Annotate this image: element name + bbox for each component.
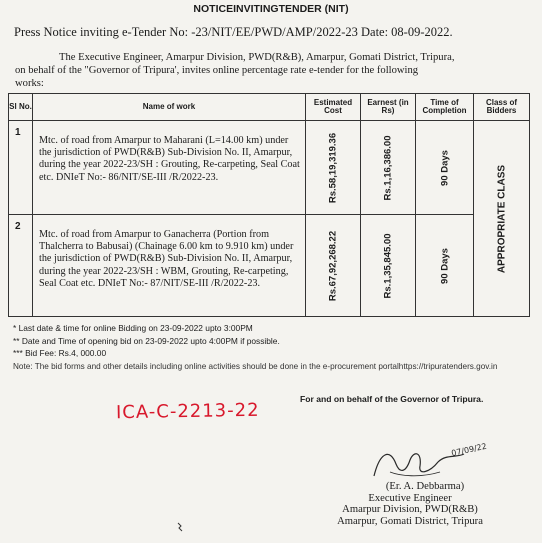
note-bid-fee: *** Bid Fee: Rs.4, 000.00 bbox=[13, 348, 107, 358]
header-earnest: Earnest (in Rs) bbox=[361, 94, 416, 121]
signatory-division: Amarpur Division, PWD(R&B) bbox=[342, 504, 478, 515]
note-portal: Note: The bid forms and other details including online activities should be done in the e-procurement portalhttps://tripuratenders.gov.in bbox=[13, 361, 498, 371]
row-2-cost: Rs.67,92,268.22 bbox=[327, 230, 339, 301]
note-last-date: * Last date & time for online Bidding on 23-09-2022 upto 3:00PM bbox=[13, 323, 253, 333]
row-1-sl: 1 bbox=[9, 121, 33, 215]
row-1-time-cell bbox=[416, 121, 474, 215]
header-sl-no: Sl No. bbox=[9, 94, 33, 121]
signatory-name: (Er. A. Debbarma) bbox=[385, 481, 465, 492]
row-2-earnest-cell bbox=[361, 215, 416, 317]
row-1-cost: Rs.58,19,319.36 bbox=[327, 132, 339, 203]
ica-stamp: ICA-C-2213-22 bbox=[115, 399, 260, 424]
signature-date: 07/09/22 bbox=[450, 442, 488, 458]
class-of-bidders-cell bbox=[474, 121, 530, 317]
handwritten-signature bbox=[360, 442, 500, 482]
row-2-work: Mtc. of road from Amarpur to Ganacherra (Portion from Thalcherra to Babusai) (Chainage 6.00 km to 9.910 km) under the jurisdiction of PWD(R&B) Sub-Division No. II, Amarpur, during the year 2022-23/SH : WBM, Grouting, Re-carpeting, Seal Coat etc. DNIeT No:- 87/NIT/SE-III /R/2022-23. bbox=[33, 215, 306, 317]
ink-mark bbox=[176, 522, 184, 532]
row-2-sl: 2 bbox=[9, 215, 33, 317]
intro-line-2: on behalf of the "Governor of Tripura', invites online percentage rate e-tender for the following bbox=[15, 65, 419, 76]
press-notice-line: Press Notice inviting e-Tender No: -23/NIT/EE/PWD/AMP/2022-23 Date: 08-09-2022. bbox=[14, 25, 453, 39]
signatory-block bbox=[300, 481, 520, 527]
intro-line-1: The Executive Engineer, Amarpur Division, PWD(R&B), Amarpur, Gomati District, Tripura, bbox=[59, 52, 455, 63]
row-1-earnest-cell bbox=[361, 121, 416, 215]
row-2-time-cell bbox=[416, 215, 474, 317]
table-row bbox=[9, 215, 530, 317]
header-estimated-cost: Estimated Cost bbox=[306, 94, 361, 121]
intro-line-3: works: bbox=[15, 78, 44, 89]
class-of-bidders-value: APPROPRIATE CLASS bbox=[496, 164, 507, 273]
row-1-earnest: Rs.1,16,386.00 bbox=[382, 135, 394, 200]
notice-heading: NOTICEINVITINGTENDER (NIT) bbox=[193, 3, 349, 15]
row-1-time: 90 Days bbox=[439, 149, 450, 186]
row-2-earnest: Rs.1,35,845.00 bbox=[382, 233, 394, 298]
header-class-of-bidders: Class of Bidders bbox=[474, 94, 530, 121]
notes-section bbox=[13, 322, 533, 372]
row-1-cost-cell bbox=[306, 121, 361, 215]
header-time-of-completion: Time of Completion bbox=[416, 94, 474, 121]
signatory-location: Amarpur, Gomati District, Tripura bbox=[337, 515, 483, 527]
table-row bbox=[9, 121, 530, 215]
row-2-time: 90 Days bbox=[439, 247, 450, 284]
intro-paragraph bbox=[15, 51, 527, 90]
table-header-row bbox=[9, 94, 530, 121]
signatory-designation: Executive Engineer bbox=[368, 492, 452, 504]
on-behalf-line: For and on behalf of the Governor of Tripura. bbox=[300, 394, 484, 404]
row-2-cost-cell bbox=[306, 215, 361, 317]
header-name-of-work: Name of work bbox=[33, 94, 306, 121]
note-opening-date: ** Date and Time of opening bid on 23-09-2022 upto 4:00PM if possible. bbox=[13, 335, 280, 346]
row-1-work: Mtc. of road from Amarpur to Maharani (L=14.00 km) under the jurisdiction of PWD(R&B) Sub-Division No. II, Amarpur, during the year 2022-23/SH : Grouting, Re-carpeting, Seal Coat etc. DNIeT No:- 86/NIT/SE-III /R/2022-23. bbox=[33, 121, 306, 215]
tender-table bbox=[8, 93, 530, 317]
